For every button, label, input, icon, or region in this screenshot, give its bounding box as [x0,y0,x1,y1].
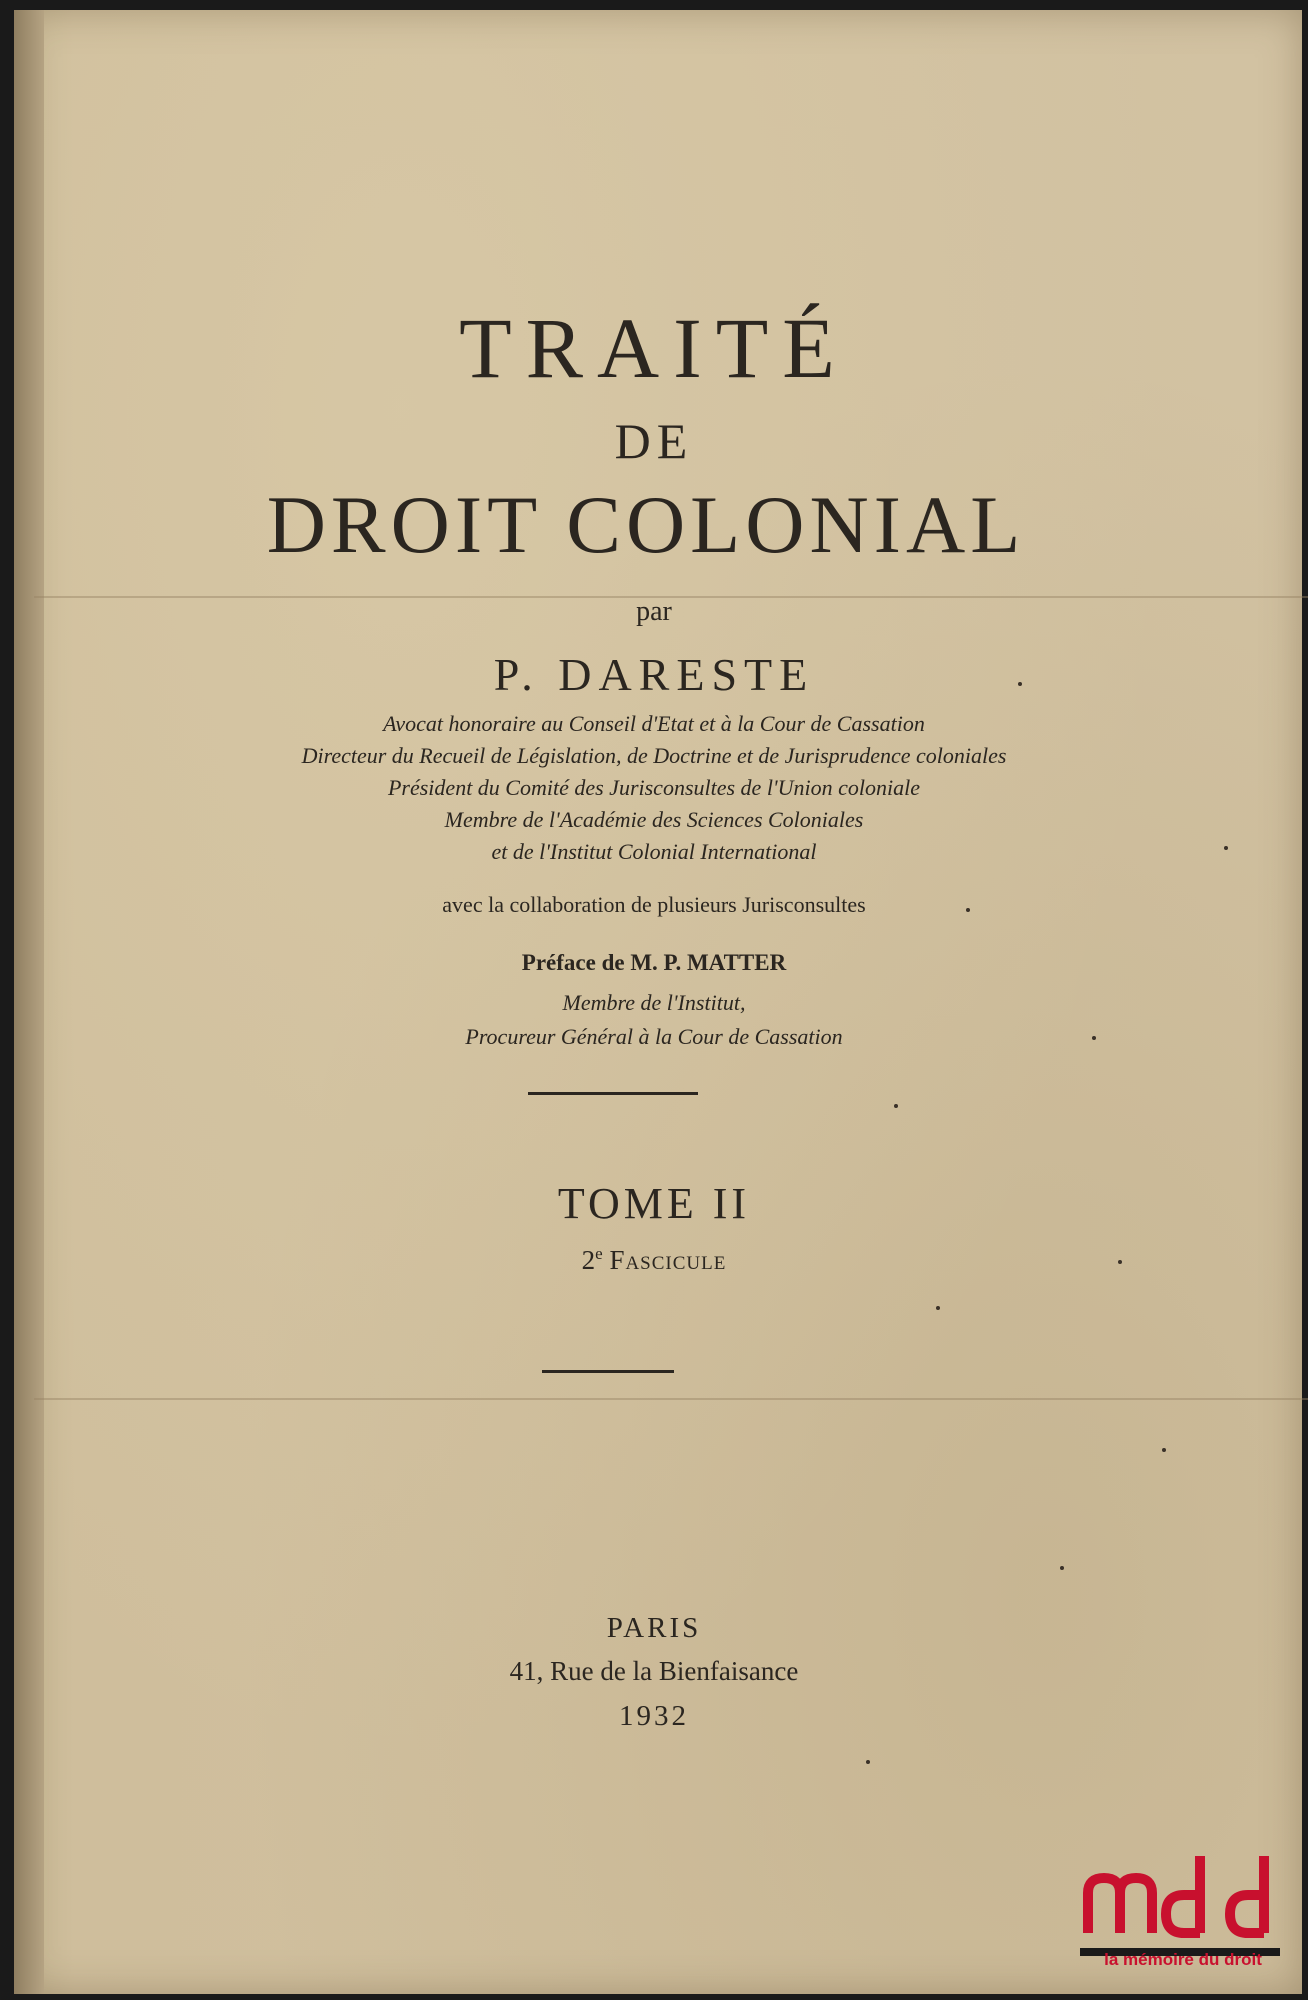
paper-fold-line [34,1398,1308,1400]
preface-line: Procureur Général à la Cour de Cassation [465,1024,843,1049]
paper-speck [1224,846,1228,850]
paper-speck [1060,1566,1064,1570]
fascicule-number: 2 [581,1245,596,1275]
mdd-logo [1080,1838,1280,1968]
fascicule-ordinal: e [595,1244,603,1263]
paper-speck [866,1760,870,1764]
divider-rule [528,1092,698,1095]
credit-line: Directeur du Recueil de Législation, de Doctrine et de Jurisprudence coloniales [301,743,1007,768]
preface-line: Membre de l'Institut, [562,990,746,1015]
author-name: P. DARESTE [493,649,815,700]
paper-speck [966,908,970,912]
tome-label: TOME II [557,1179,751,1228]
title-line-traite: TRAITÉ [459,300,849,396]
paper-speck [1018,682,1022,686]
fascicule-word: Fascicule [609,1245,727,1275]
by-label: par [636,596,672,627]
mdd-tagline: la mémoire du droit [1104,1950,1262,1969]
author-credits [0,708,1308,868]
publisher-city: PARIS [606,1612,702,1644]
divider-rule [542,1370,674,1373]
paper-speck [936,1306,940,1310]
paper-speck [1118,1260,1122,1264]
preface-heading: Préface de M. P. MATTER [521,950,787,975]
paper-speck [1162,1448,1166,1452]
credit-line: Président du Comité des Jurisconsultes de l'Union coloniale [387,775,921,800]
credit-line: Avocat honoraire au Conseil d'Etat et à la Cour de Cassation [383,711,925,736]
publisher-address: 41, Rue de la Bienfaisance [509,1656,799,1686]
credit-line: Membre de l'Académie des Sciences Coloniales [444,807,864,832]
title-line-de: DE [614,413,694,469]
title-line-droit-colonial: DROIT COLONIAL [266,479,1026,570]
paper-speck [1092,1036,1096,1040]
preface-credits [0,986,1308,1054]
collaboration-line: avec la collaboration de plusieurs Jurisconsultes [442,892,866,917]
credit-line: et de l'Institut Colonial International [491,839,817,864]
paper-speck [894,1104,898,1108]
fascicule-label [0,1244,1308,1276]
publication-year: 1932 [619,1700,689,1732]
